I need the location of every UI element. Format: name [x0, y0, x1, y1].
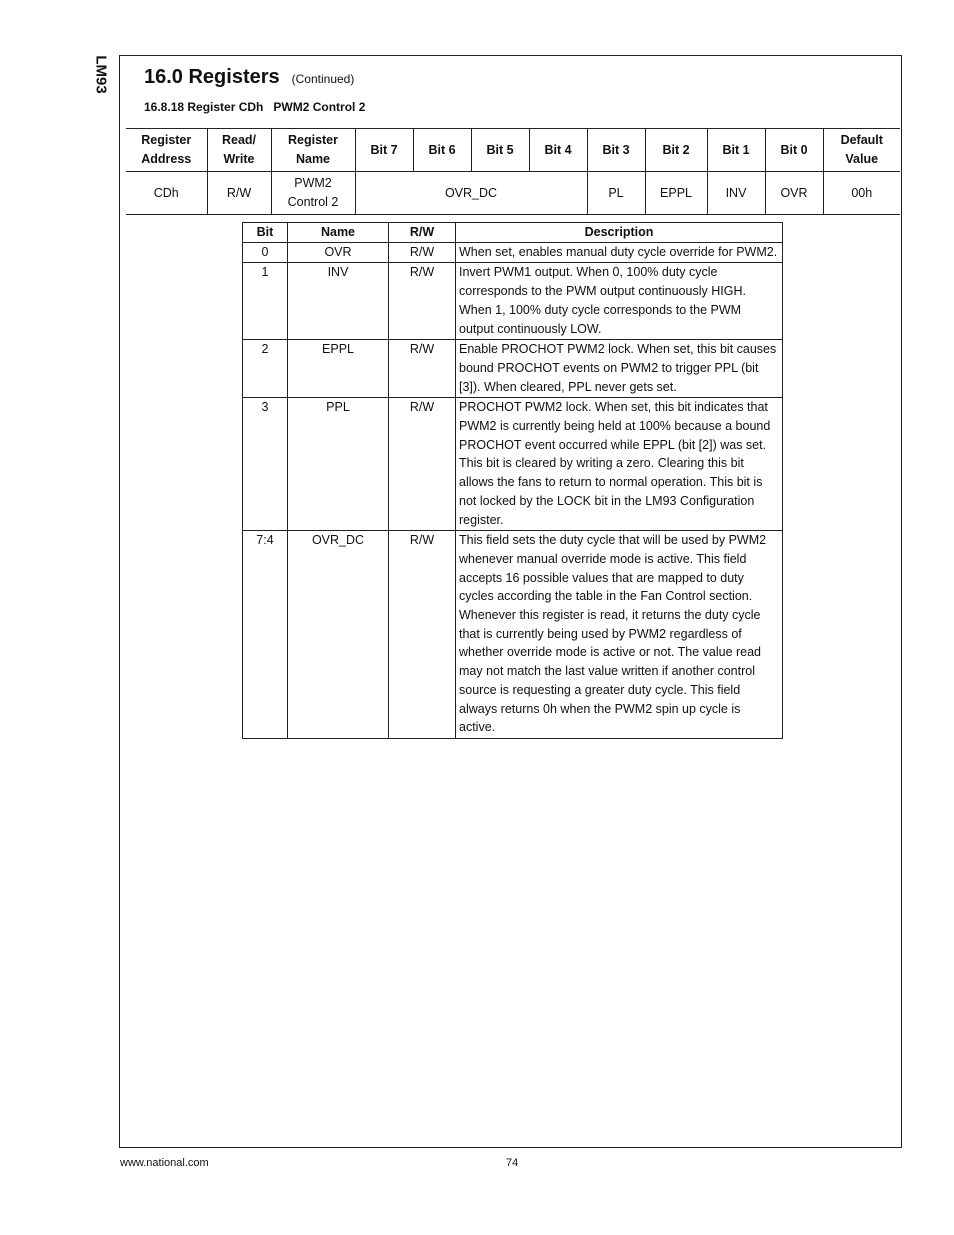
col-rw: R/W	[389, 223, 456, 243]
bit-rw: R/W	[389, 340, 456, 398]
register-address: CDh	[153, 185, 179, 200]
col-bit7: Bit 7	[355, 129, 413, 172]
register-header-row	[126, 129, 900, 172]
col-bit2: Bit 2	[645, 129, 707, 172]
bit-header-row	[243, 223, 783, 243]
page-frame	[119, 55, 902, 1148]
col-bit5: Bit 5	[471, 129, 529, 172]
col-bit0: Bit 0	[765, 129, 823, 172]
table-row	[243, 340, 783, 398]
section-title: 16.0 Registers	[144, 66, 280, 88]
bit-rw: R/W	[389, 531, 456, 739]
bit-description: This field sets the duty cycle that will be used by PWM2 whenever manual override mode is active. This field accepts 16 possible values that are mapped to duty cycles according the table in the Fan Control section. Whenever this register is read, it returns the duty cycle that is currently being used by PWM2 regardless of whether override mode is active or not. The value read may not match the last value written if another control source is requesting a greater duty cycle. This field always returns 0h when the PWM2 spin up cycle is active.	[456, 531, 783, 739]
bit-description-table	[242, 222, 783, 739]
table-row	[243, 531, 783, 739]
table-row	[243, 242, 783, 263]
bit-name: INV	[288, 263, 389, 340]
bit-rw: R/W	[389, 263, 456, 340]
section-header	[144, 66, 354, 89]
col-description: Description	[456, 223, 783, 243]
col-bit: Bit	[243, 223, 288, 243]
col-bit4: Bit 4	[529, 129, 587, 172]
side-tab-label: LM93	[92, 54, 110, 94]
col-register-address: Register Address	[141, 133, 192, 166]
continued-label: (Continued)	[291, 72, 355, 86]
bit-rw: R/W	[389, 242, 456, 263]
field-pl: PL	[587, 172, 645, 215]
bit-rw: R/W	[389, 398, 456, 531]
bit-name: EPPL	[288, 340, 389, 398]
bit-name: PPL	[288, 398, 389, 531]
footer-website: www.national.com	[120, 1157, 209, 1169]
bit-description: Enable PROCHOT PWM2 lock. When set, this bit causes bound PROCHOT events on PWM2 to trigger PPL (bit [3]). When cleared, PPL never gets set.	[456, 340, 783, 398]
register-rw: R/W	[207, 172, 271, 215]
bit-name: OVR	[288, 242, 389, 263]
bit-number: 3	[243, 398, 288, 531]
bit-description: When set, enables manual duty cycle override for PWM2.	[456, 242, 783, 263]
col-bit1: Bit 1	[707, 129, 765, 172]
table-row	[243, 263, 783, 340]
register-name: PWM2 Control 2	[271, 172, 355, 215]
field-ovr: OVR	[765, 172, 823, 215]
field-eppl: EPPL	[645, 172, 707, 215]
field-ovr-dc: OVR_DC	[355, 172, 587, 215]
bit-number: 7:4	[243, 531, 288, 739]
bit-description: Invert PWM1 output. When 0, 100% duty cycle corresponds to the PWM output continuously HIGH. When 1, 100% duty cycle corresponds to the PWM output continuously LOW.	[456, 263, 783, 340]
table-row	[243, 398, 783, 531]
register-summary-table	[126, 128, 900, 215]
register-default: 00h	[823, 172, 900, 215]
bit-name: OVR_DC	[288, 531, 389, 739]
page-number: 74	[506, 1157, 519, 1169]
bit-description: PROCHOT PWM2 lock. When set, this bit indicates that PWM2 is currently being held at 100% because a bound PROCHOT event occurred while EPPL (bit [2]) was set. This bit is cleared by writing a zero. Clearing this bit allows the fans to return to normal operation. This bit is not locked by the LOCK bit in the LM93 Configuration register.	[456, 398, 783, 531]
col-name: Name	[288, 223, 389, 243]
side-tab	[86, 52, 116, 96]
col-bit6: Bit 6	[413, 129, 471, 172]
col-register-name: Register Name	[271, 129, 355, 172]
field-inv: INV	[707, 172, 765, 215]
register-row	[126, 172, 900, 215]
bit-number: 2	[243, 340, 288, 398]
col-bit3: Bit 3	[587, 129, 645, 172]
bit-number: 0	[243, 242, 288, 263]
col-read-write: Read/ Write	[207, 129, 271, 172]
bit-number: 1	[243, 263, 288, 340]
subsection-title: 16.8.18 Register CDh PWM2 Control 2	[144, 100, 366, 114]
col-default-value: Default Value	[823, 129, 900, 172]
